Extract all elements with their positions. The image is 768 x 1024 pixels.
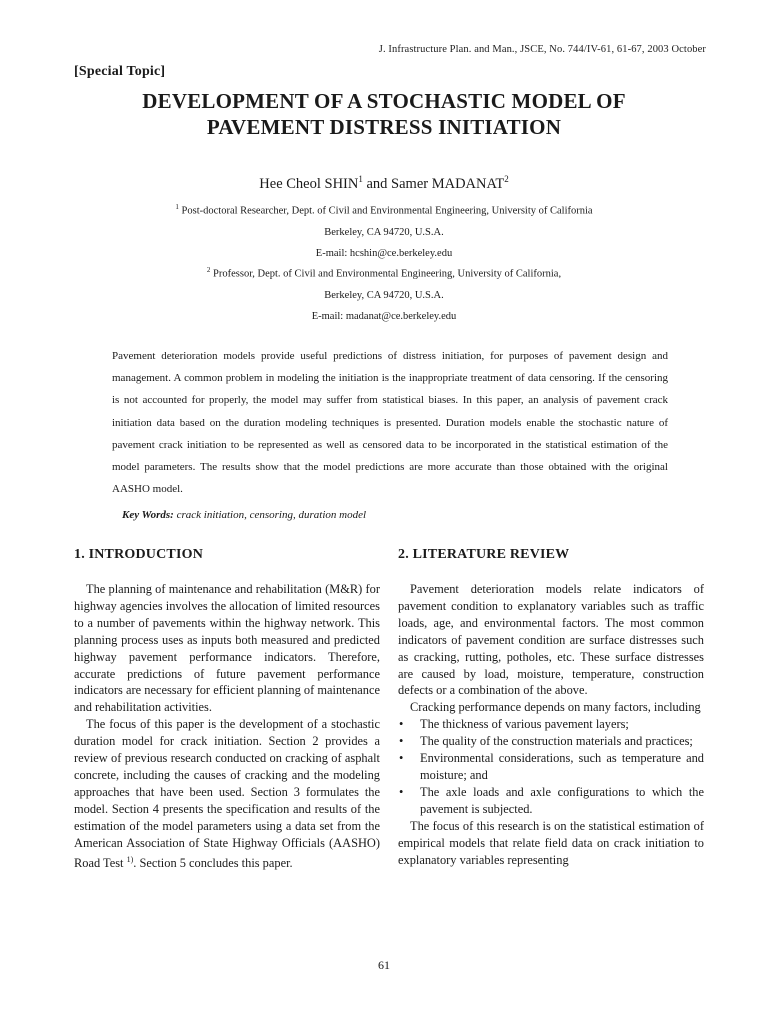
affiliation-1 xyxy=(0,197,768,264)
section-1-heading: 1. INTRODUCTION xyxy=(74,547,204,562)
keywords-text: crack initiation, censoring, duration model xyxy=(173,509,367,521)
author-1: Hee Cheol SHIN xyxy=(259,175,359,192)
affiliation-1-line2: Berkeley, CA 94720, U.S.A. xyxy=(324,226,444,238)
keywords xyxy=(122,509,366,521)
section-2-paragraph-3: The focus of this research is on the statistical estimation of empirical models that relate field data on crack initiation to explanatory variables representing xyxy=(398,818,704,867)
factor-list xyxy=(398,716,704,817)
abstract-text: Pavement deterioration models provide useful predictions of distress initiation, for purposes of pavement design and management. A common problem in modeling the initiation is the inappropriate treatment of data censoring. If the censoring is not accounted for properly, the model may suffer from statistical biases. In this paper, an analysis of pavement crack initiation data based on the duration modeling techniques is presented. Duration models enable the stochastic nature of pavement crack initiation to be represented as well as censored data to be incorporated in the statistical estimation of the model parameters. The results show that the model predictions are more accurate than those obtained with the original AASHO model. xyxy=(112,350,668,496)
keywords-label: Key Words: xyxy=(122,509,174,521)
affiliation-2-email: E-mail: madanat@ce.berkeley.edu xyxy=(311,310,457,322)
affiliation-1-email: E-mail: hcshin@ce.berkeley.edu xyxy=(315,247,453,259)
section-2-heading: 2. LITERATURE REVIEW xyxy=(398,547,570,562)
special-topic-label: [Special Topic] xyxy=(74,64,166,79)
section-1-paragraph-2: The focus of this paper is the development of a stochastic duration model for crack initiation. Section 2 provides a review of previous research conducted on cracking of asphalt concrete, including the causes of cracking and the modeling approaches that have been used. Section 3 formulates the model. Section 4 presents the specification and results of the estimation of the model parameters using a data set from the American Association of State Highway Officials (AASHO) Road Test $^{1)}$. Section 5 concludes this paper. xyxy=(74,717,380,870)
right-column xyxy=(398,547,704,868)
author-conjunction: and xyxy=(362,175,392,192)
affiliation-2-line2: Berkeley, CA 94720, U.S.A. xyxy=(324,289,444,301)
author-2: Samer MADANAT xyxy=(391,175,505,192)
author-2-mark: 2 xyxy=(504,174,509,184)
paper-title: DEVELOPMENT OF A STOCHASTIC MODEL OF PAVEMENT DISTRESS INITIATION xyxy=(142,89,626,139)
list-item: • The axle loads and axle configurations to which the pavement is subjected. xyxy=(399,784,704,816)
bullet-icon: • xyxy=(399,734,404,749)
list-item: • Environmental considerations, such as temperature and moisture; and xyxy=(399,751,704,782)
affiliation-1-line1: $^1$ Post-doctoral Researcher, Dept. of Civil and Environmental Engineering, University of California xyxy=(175,203,593,217)
affiliation-2-line1: $^2$ Professor, Dept. of Civil and Environmental Engineering, University of California, xyxy=(206,266,562,280)
bullet-icon: • xyxy=(399,717,404,732)
section-2-paragraph-1: Pavement deterioration models relate indicators of pavement condition to explanatory variables such as traffic loads, age, and environmental factors. The most common indicators of pavement condition are surface distresses such as cracking, rutting, potholes, etc. These surface distresses are caused by load, moisture, temperature, construction defects or a combination of the above. xyxy=(398,582,704,698)
author-line xyxy=(0,174,768,193)
bullet-icon: • xyxy=(399,784,404,799)
author-1-mark: 1 xyxy=(358,174,363,184)
page-number: 61 xyxy=(378,958,390,972)
section-1-paragraph-1: The planning of maintenance and rehabilitation (M&R) for highway agencies involves the allocation of limited resources to a number of pavements within the highway network. This planning process uses as inputs both measured and predicted highway pavement performance indicators. Therefore, accurate predictions of future pavement performance indicators are necessary for efficient planning of maintenance and rehabilitation activities. xyxy=(74,582,380,715)
list-item: • The thickness of various pavement layers; xyxy=(399,717,629,732)
running-header: J. Infrastructure Plan. and Man., JSCE, No. 744/IV-61, 61-67, 2003 October xyxy=(378,44,706,55)
left-column xyxy=(74,547,380,872)
bullet-icon: • xyxy=(399,751,404,766)
affiliation-2 xyxy=(0,260,768,327)
section-2-paragraph-2: Cracking performance depends on many factors, including xyxy=(410,700,701,715)
affiliation-1-mark: 1 xyxy=(175,203,179,211)
abstract xyxy=(112,345,668,500)
list-item: • The quality of the construction materials and practices; xyxy=(399,734,693,749)
reference-mark: 1) xyxy=(126,854,134,864)
affiliation-2-mark: 2 xyxy=(206,266,211,274)
